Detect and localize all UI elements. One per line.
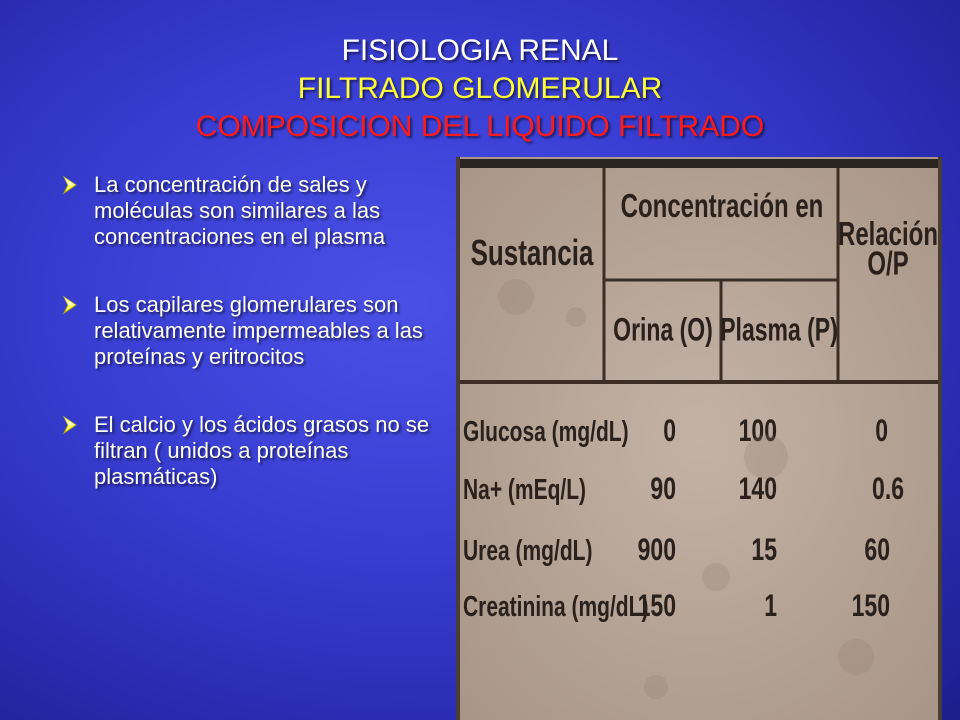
arrow-bullet-icon [60,415,80,435]
cell-urine: 90 [650,470,676,506]
cell-ratio: 0 [875,412,888,448]
header-ratio-1: Relación [837,216,939,254]
bullet-text: Los capilares glomerulares son relativamente impermeables a las proteínas y eritrocitos [94,292,423,369]
bullet-item [60,292,460,370]
cell-plasma: 140 [738,470,777,506]
header-substance: Sustancia [470,231,594,273]
cell-plasma: 15 [751,531,777,567]
slide-title [0,32,960,146]
cell-ratio: 60 [864,531,890,567]
cell-ratio: 150 [851,587,890,623]
cell-urine: 150 [637,587,676,623]
cell-urine: 0 [663,412,676,448]
cell-plasma: 1 [764,587,777,623]
header-ratio-2: O/P [867,245,909,283]
title-line-1: FISIOLOGIA RENAL [341,34,619,67]
header-urine: Orina (O) [613,311,713,348]
top-border [460,159,939,168]
title-line-3: COMPOSICION DEL LIQUIDO FILTRADO [195,110,765,143]
right-border [938,157,942,720]
cell-urine: 900 [637,531,676,567]
header-plasma: Plasma (P) [720,311,838,348]
scanned-table-image [456,157,942,720]
cell-substance: Na+ (mEq/L) [463,473,587,506]
cell-ratio: 0.6 [872,470,904,506]
bullet-item [60,412,460,490]
bullet-item [60,172,460,250]
arrow-bullet-icon [60,295,80,315]
header-concentration: Concentración en [620,188,824,226]
cell-substance: Creatinina (mg/dL) [463,590,649,623]
bullet-text: El calcio y los ácidos grasos no se filtran ( unidos a proteínas plasmáticas) [94,412,430,489]
cell-substance: Glucosa (mg/dL) [463,415,629,448]
table-svg [456,157,942,720]
cell-plasma: 100 [738,412,777,448]
cell-substance: Urea (mg/dL) [463,534,593,567]
arrow-bullet-icon [60,175,80,195]
left-border [456,157,460,720]
bullet-text: La concentración de sales y moléculas son similares a las concentraciones en el plasma [94,172,386,249]
bullet-list [60,172,460,532]
title-line-2: FILTRADO GLOMERULAR [297,72,663,105]
